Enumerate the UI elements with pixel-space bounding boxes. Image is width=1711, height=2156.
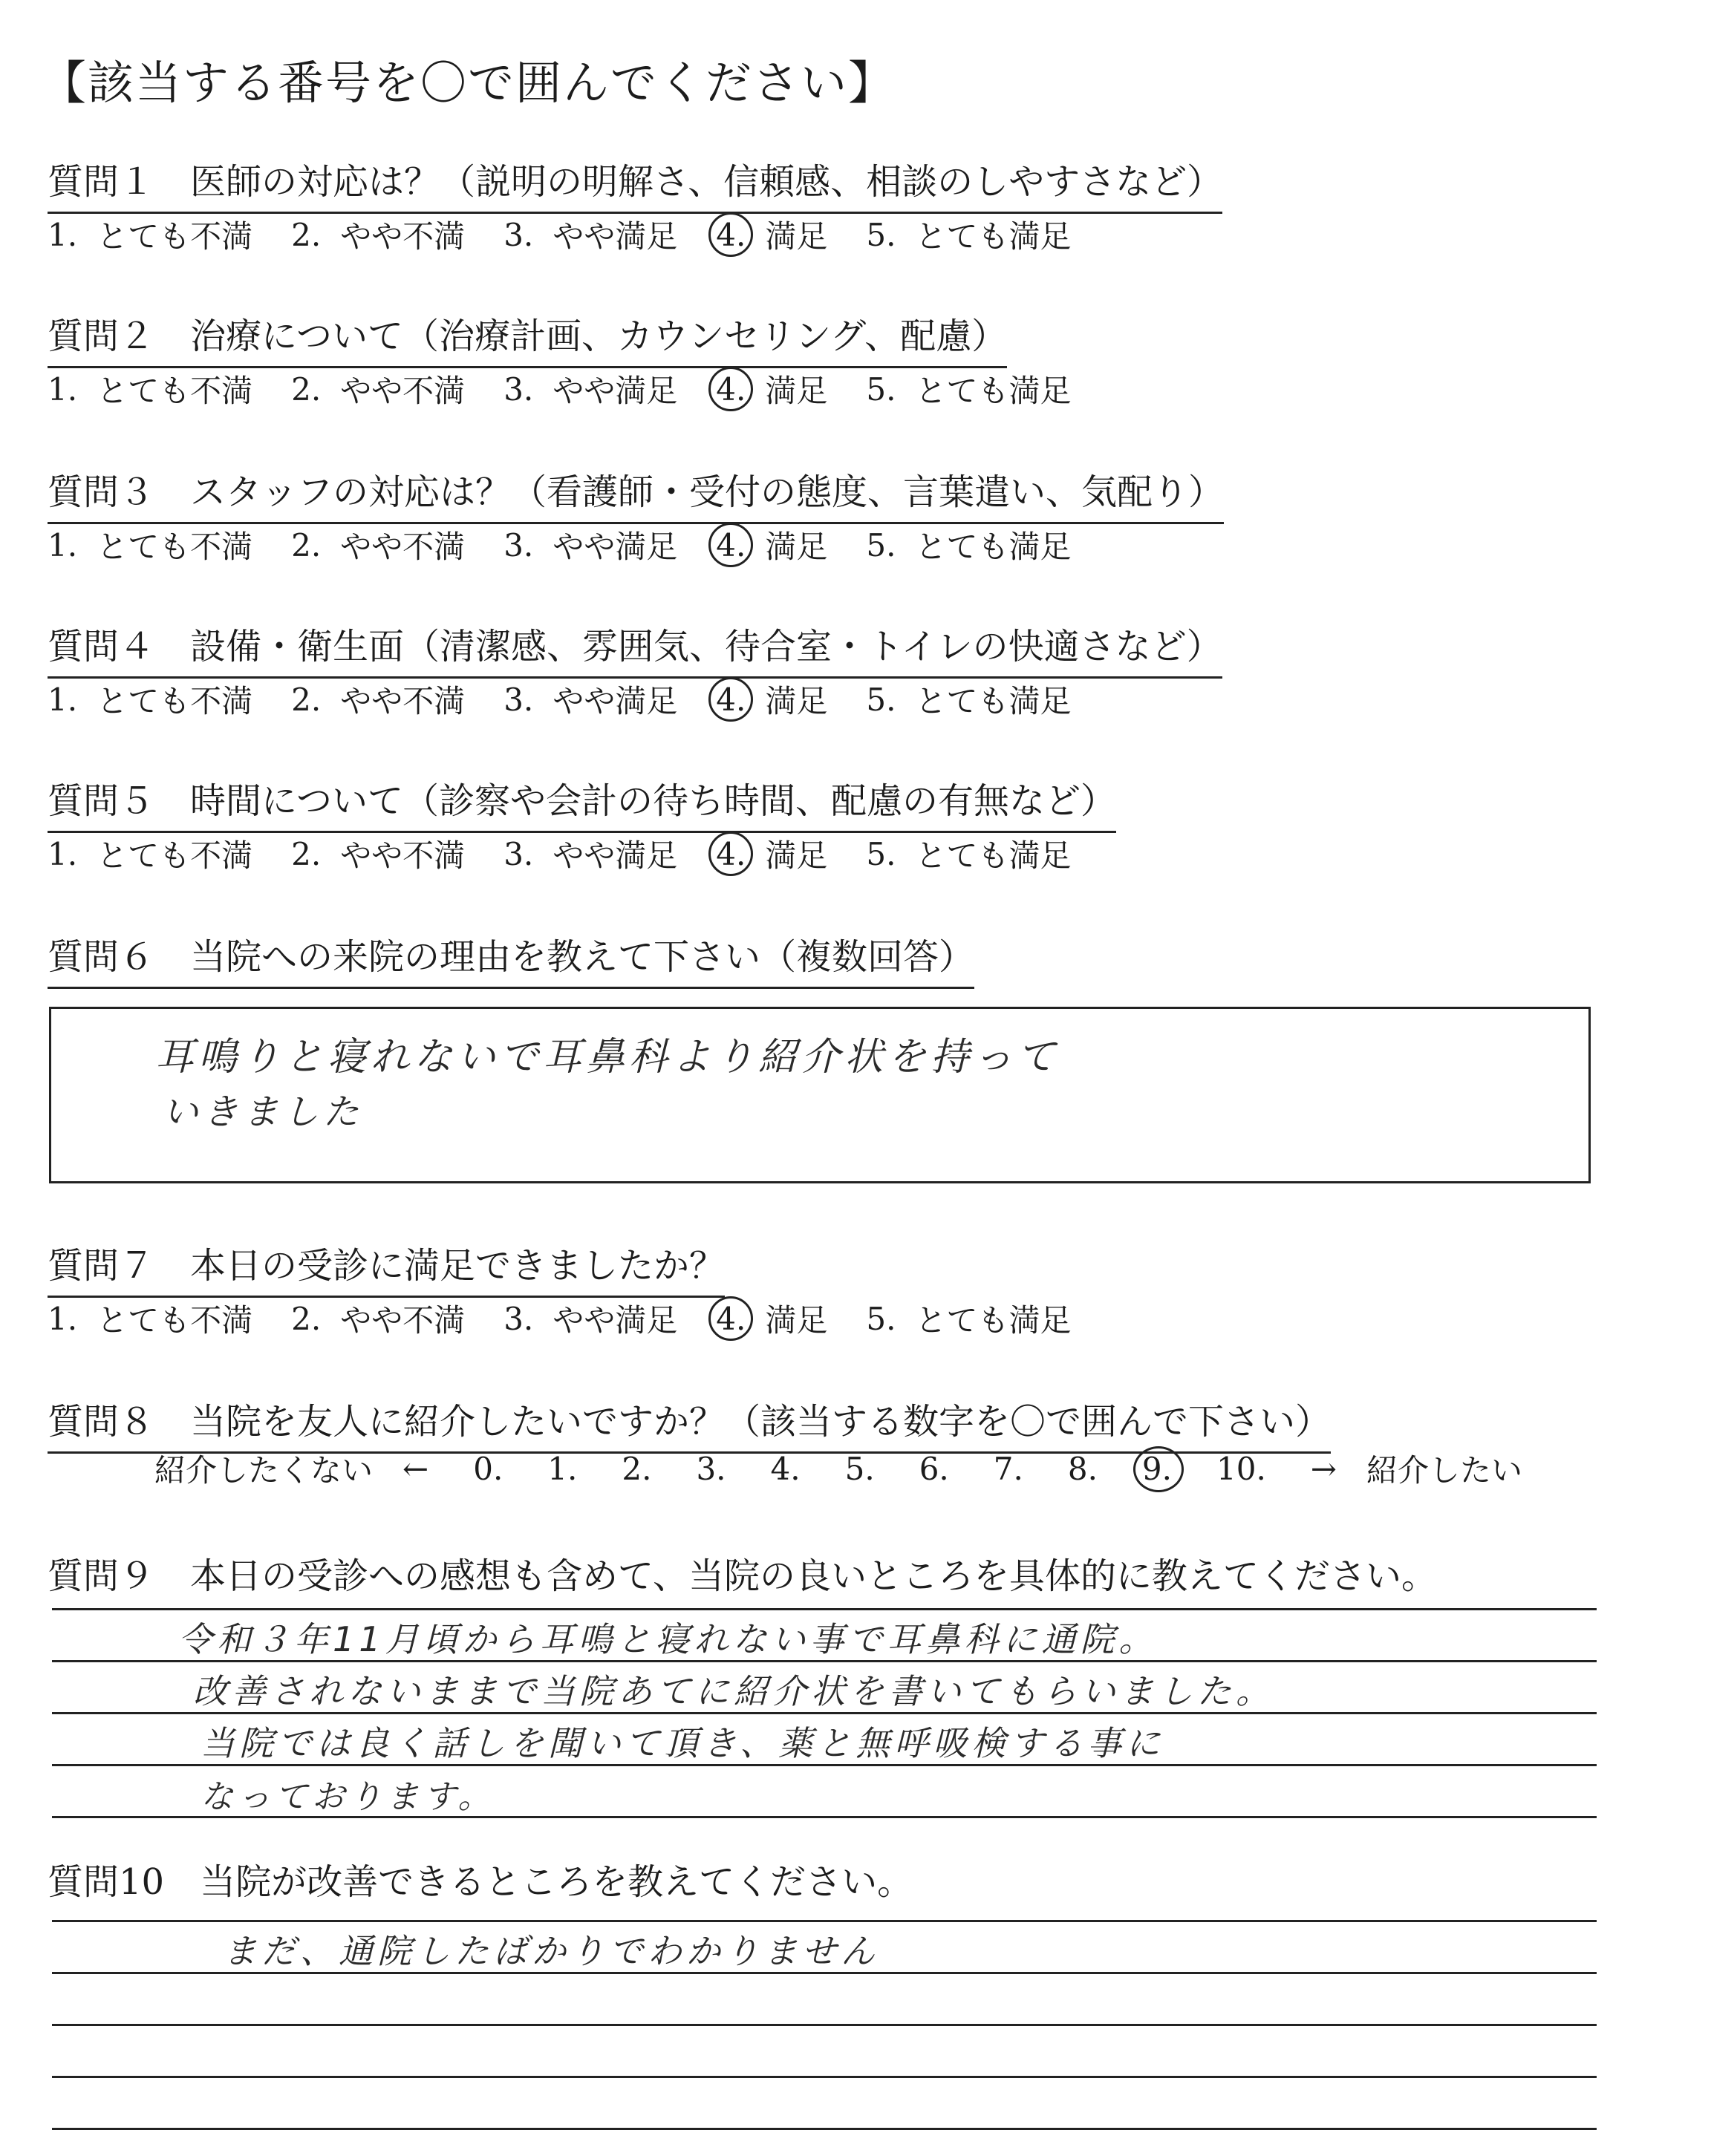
option-number: 4. (716, 681, 746, 718)
option-number: 5. (866, 370, 896, 408)
option-number: 5. (866, 526, 896, 564)
rating-option[interactable] (716, 677, 827, 722)
option-label: やや満足 (553, 529, 678, 565)
option-number: 5. (866, 835, 896, 872)
rating-option[interactable] (291, 367, 465, 411)
option-number: 3. (503, 835, 534, 872)
question-number: 質問10 (48, 1861, 165, 1903)
scale-value[interactable]: 8. (1067, 1450, 1098, 1487)
handwritten-answer-line: まだ、通院したばかりでわかりません (223, 1931, 879, 1971)
option-number: 1. (48, 1300, 78, 1337)
rating-options-q1 (48, 212, 1109, 257)
option-label: とても満足 (915, 373, 1072, 409)
option-number: 2. (291, 1300, 322, 1337)
rating-option[interactable] (716, 523, 827, 567)
option-number: 5. (866, 681, 896, 718)
option-number: 1. (48, 526, 78, 564)
rating-option[interactable] (48, 212, 252, 257)
answer-line (52, 2024, 1597, 2026)
rating-option[interactable] (503, 677, 677, 722)
option-label: とても満足 (915, 1302, 1072, 1339)
scale-left-label: 紹介したくない (154, 1452, 374, 1489)
question-number: 質問２ (48, 316, 155, 357)
option-label: やや不満 (340, 529, 466, 565)
scale-value[interactable]: 1. (547, 1450, 578, 1487)
option-label: 満足 (765, 218, 828, 255)
option-label: やや満足 (553, 837, 678, 874)
question-number: 質問４ (48, 626, 155, 667)
option-number: 3. (503, 1300, 534, 1337)
rating-options-q7 (48, 1296, 1109, 1341)
answer-line (52, 2076, 1597, 2078)
option-number: 4. (716, 526, 746, 564)
option-label: とても不満 (97, 683, 253, 719)
question-5 (48, 772, 1116, 833)
handwritten-answer-line: 令和３年11月頃から耳鳴と寝れない事で耳鼻科に通院。 (178, 1619, 1158, 1659)
answer-line (52, 1920, 1597, 1922)
option-number: 4. (716, 835, 746, 872)
question-number: 質問７ (48, 1245, 155, 1287)
question-text: 当院への来院の理由を教えて下さい（複数回答） (190, 936, 975, 978)
rating-option[interactable] (291, 212, 465, 257)
question-text: 医師の対応は？（説明の明解さ、信頼感、相談のしやすさなど） (190, 161, 1223, 203)
rating-option[interactable] (503, 832, 677, 876)
option-label: とても満足 (915, 218, 1072, 255)
question-9 (48, 1547, 1437, 1606)
option-number: 1. (48, 216, 78, 253)
question-10 (48, 1853, 913, 1912)
rating-option[interactable] (48, 832, 252, 876)
option-label: とても満足 (915, 529, 1072, 565)
rating-option[interactable] (48, 367, 252, 411)
question-text: 設備・衛生面（清潔感、雰囲気、待合室・トイレの快適さなど） (190, 626, 1222, 667)
option-number: 3. (503, 681, 534, 718)
rating-option[interactable] (866, 212, 1071, 257)
answer-line (52, 1608, 1597, 1610)
rating-option[interactable] (716, 832, 827, 876)
scale-value[interactable]: 3. (696, 1450, 726, 1487)
rating-option[interactable] (866, 677, 1071, 722)
option-label: やや不満 (340, 218, 466, 255)
option-label: とても満足 (915, 837, 1072, 874)
question-number: 質問５ (48, 780, 155, 822)
handwritten-answer-line: なっております。 (201, 1778, 495, 1816)
option-number: 5. (866, 1300, 896, 1337)
rating-option[interactable] (291, 832, 465, 876)
rating-options-q2 (48, 367, 1109, 411)
option-number: 3. (503, 526, 534, 564)
question-1 (48, 153, 1222, 214)
rating-option[interactable] (503, 1296, 677, 1341)
question-number: 質問６ (48, 936, 155, 978)
option-label: とても満足 (915, 683, 1072, 719)
scale-value[interactable]: 7. (993, 1450, 1023, 1487)
option-label: 満足 (765, 373, 828, 409)
option-number: 2. (291, 835, 322, 872)
option-label: とても不満 (97, 529, 253, 565)
rating-options-q4 (48, 677, 1109, 722)
option-number: 3. (503, 216, 534, 253)
option-number: 4. (716, 216, 746, 253)
rating-option[interactable] (866, 1296, 1071, 1341)
rating-option[interactable] (48, 677, 252, 722)
option-number: 2. (291, 681, 322, 718)
rating-option[interactable] (48, 523, 252, 567)
question-7 (48, 1237, 725, 1298)
handwritten-answer-line: 耳鳴りと寝れないで耳鼻科より紹介状を持って (155, 1035, 1060, 1079)
rating-option[interactable] (291, 523, 465, 567)
answer-line (52, 2128, 1597, 2130)
question-3 (48, 463, 1224, 524)
question-text: 当院を友人に紹介したいですか？（該当する数字を〇で囲んで下さい） (190, 1401, 1332, 1443)
question-text: 当院が改善できるところを教えてください。 (200, 1861, 913, 1903)
option-number: 1. (48, 370, 78, 408)
scale-value[interactable]: 0. (473, 1450, 503, 1487)
rating-options-q3 (48, 523, 1109, 567)
question-text: 本日の受診に満足できましたか？ (190, 1245, 726, 1287)
rating-option[interactable] (48, 1296, 252, 1341)
scale-left-arrow: ← (403, 1450, 429, 1487)
scale-value[interactable]: 6. (919, 1450, 949, 1487)
rating-option[interactable] (866, 523, 1071, 567)
rating-option[interactable] (503, 367, 677, 411)
scale-value[interactable]: 10. (1216, 1450, 1266, 1487)
option-number: 5. (866, 216, 896, 253)
option-label: とても不満 (97, 373, 253, 409)
option-number: 1. (48, 835, 78, 872)
option-label: やや不満 (340, 683, 466, 719)
option-number: 1. (48, 681, 78, 718)
rating-option[interactable] (716, 367, 827, 411)
handwritten-answer-line: 改善されないままで当院あてに紹介状を書いてもらいました。 (193, 1671, 1274, 1711)
rating-option[interactable] (503, 523, 677, 567)
scale-right-label: 紹介したい (1366, 1452, 1523, 1489)
question-6 (48, 928, 974, 989)
scale-values (473, 1451, 1311, 1487)
question-text: 時間について（診察や会計の待ち時間、配慮の有無など） (190, 780, 1117, 822)
question-number: 質問９ (48, 1555, 155, 1597)
option-label: とても不満 (97, 1302, 253, 1339)
rating-options-q5 (48, 832, 1109, 876)
rating-option[interactable] (716, 1296, 827, 1341)
option-label: やや不満 (340, 373, 466, 409)
option-label: とても不満 (97, 218, 253, 255)
rating-option[interactable] (291, 677, 465, 722)
question-8 (48, 1393, 1331, 1454)
recommend-scale (154, 1446, 1567, 1491)
option-label: やや満足 (553, 683, 678, 719)
scale-value[interactable]: 2. (622, 1450, 652, 1487)
option-number: 3. (503, 370, 534, 408)
question-number: 質問１ (48, 161, 155, 203)
free-answer-box-q6[interactable] (49, 1007, 1591, 1183)
option-label: 満足 (765, 1302, 828, 1339)
question-2 (48, 307, 1007, 368)
rating-option[interactable] (866, 832, 1071, 876)
question-text: スタッフの対応は？（看護師・受付の態度、言葉遣い、気配り） (190, 471, 1225, 513)
scale-value[interactable]: 4. (770, 1450, 801, 1487)
option-label: やや不満 (340, 1302, 466, 1339)
question-number: 質問３ (48, 471, 155, 513)
option-number: 2. (291, 526, 322, 564)
scale-right-arrow: → (1310, 1450, 1337, 1487)
rating-option[interactable] (866, 367, 1071, 411)
rating-option[interactable] (291, 1296, 465, 1341)
handwritten-answer-line: 当院では良く話しを聞いて頂き、薬と無呼吸検する事に (201, 1723, 1165, 1763)
question-text: 治療について（治療計画、カウンセリング、配慮） (190, 316, 1008, 357)
option-number: 2. (291, 370, 322, 408)
option-label: やや満足 (553, 218, 678, 255)
rating-option[interactable] (716, 212, 827, 257)
option-label: 満足 (765, 529, 828, 565)
option-label: やや不満 (340, 837, 466, 874)
option-number: 4. (716, 1300, 746, 1337)
option-label: とても不満 (97, 837, 253, 874)
question-number: 質問８ (48, 1401, 155, 1443)
option-number: 2. (291, 216, 322, 253)
option-label: 満足 (765, 837, 828, 874)
option-label: やや満足 (553, 1302, 678, 1339)
handwritten-answer-line: いきました (163, 1091, 364, 1133)
question-text: 本日の受診への感想も含めて、当院の良いところを具体的に教えてください。 (190, 1555, 1438, 1597)
option-label: 満足 (765, 683, 828, 719)
scale-value[interactable]: 9. (1141, 1450, 1172, 1487)
option-number: 4. (716, 370, 746, 408)
page-title: 【該当する番号を〇で囲んでください】 (40, 56, 896, 110)
rating-option[interactable] (503, 212, 677, 257)
question-4 (48, 618, 1222, 679)
option-label: やや満足 (553, 373, 678, 409)
scale-value[interactable]: 5. (844, 1450, 875, 1487)
